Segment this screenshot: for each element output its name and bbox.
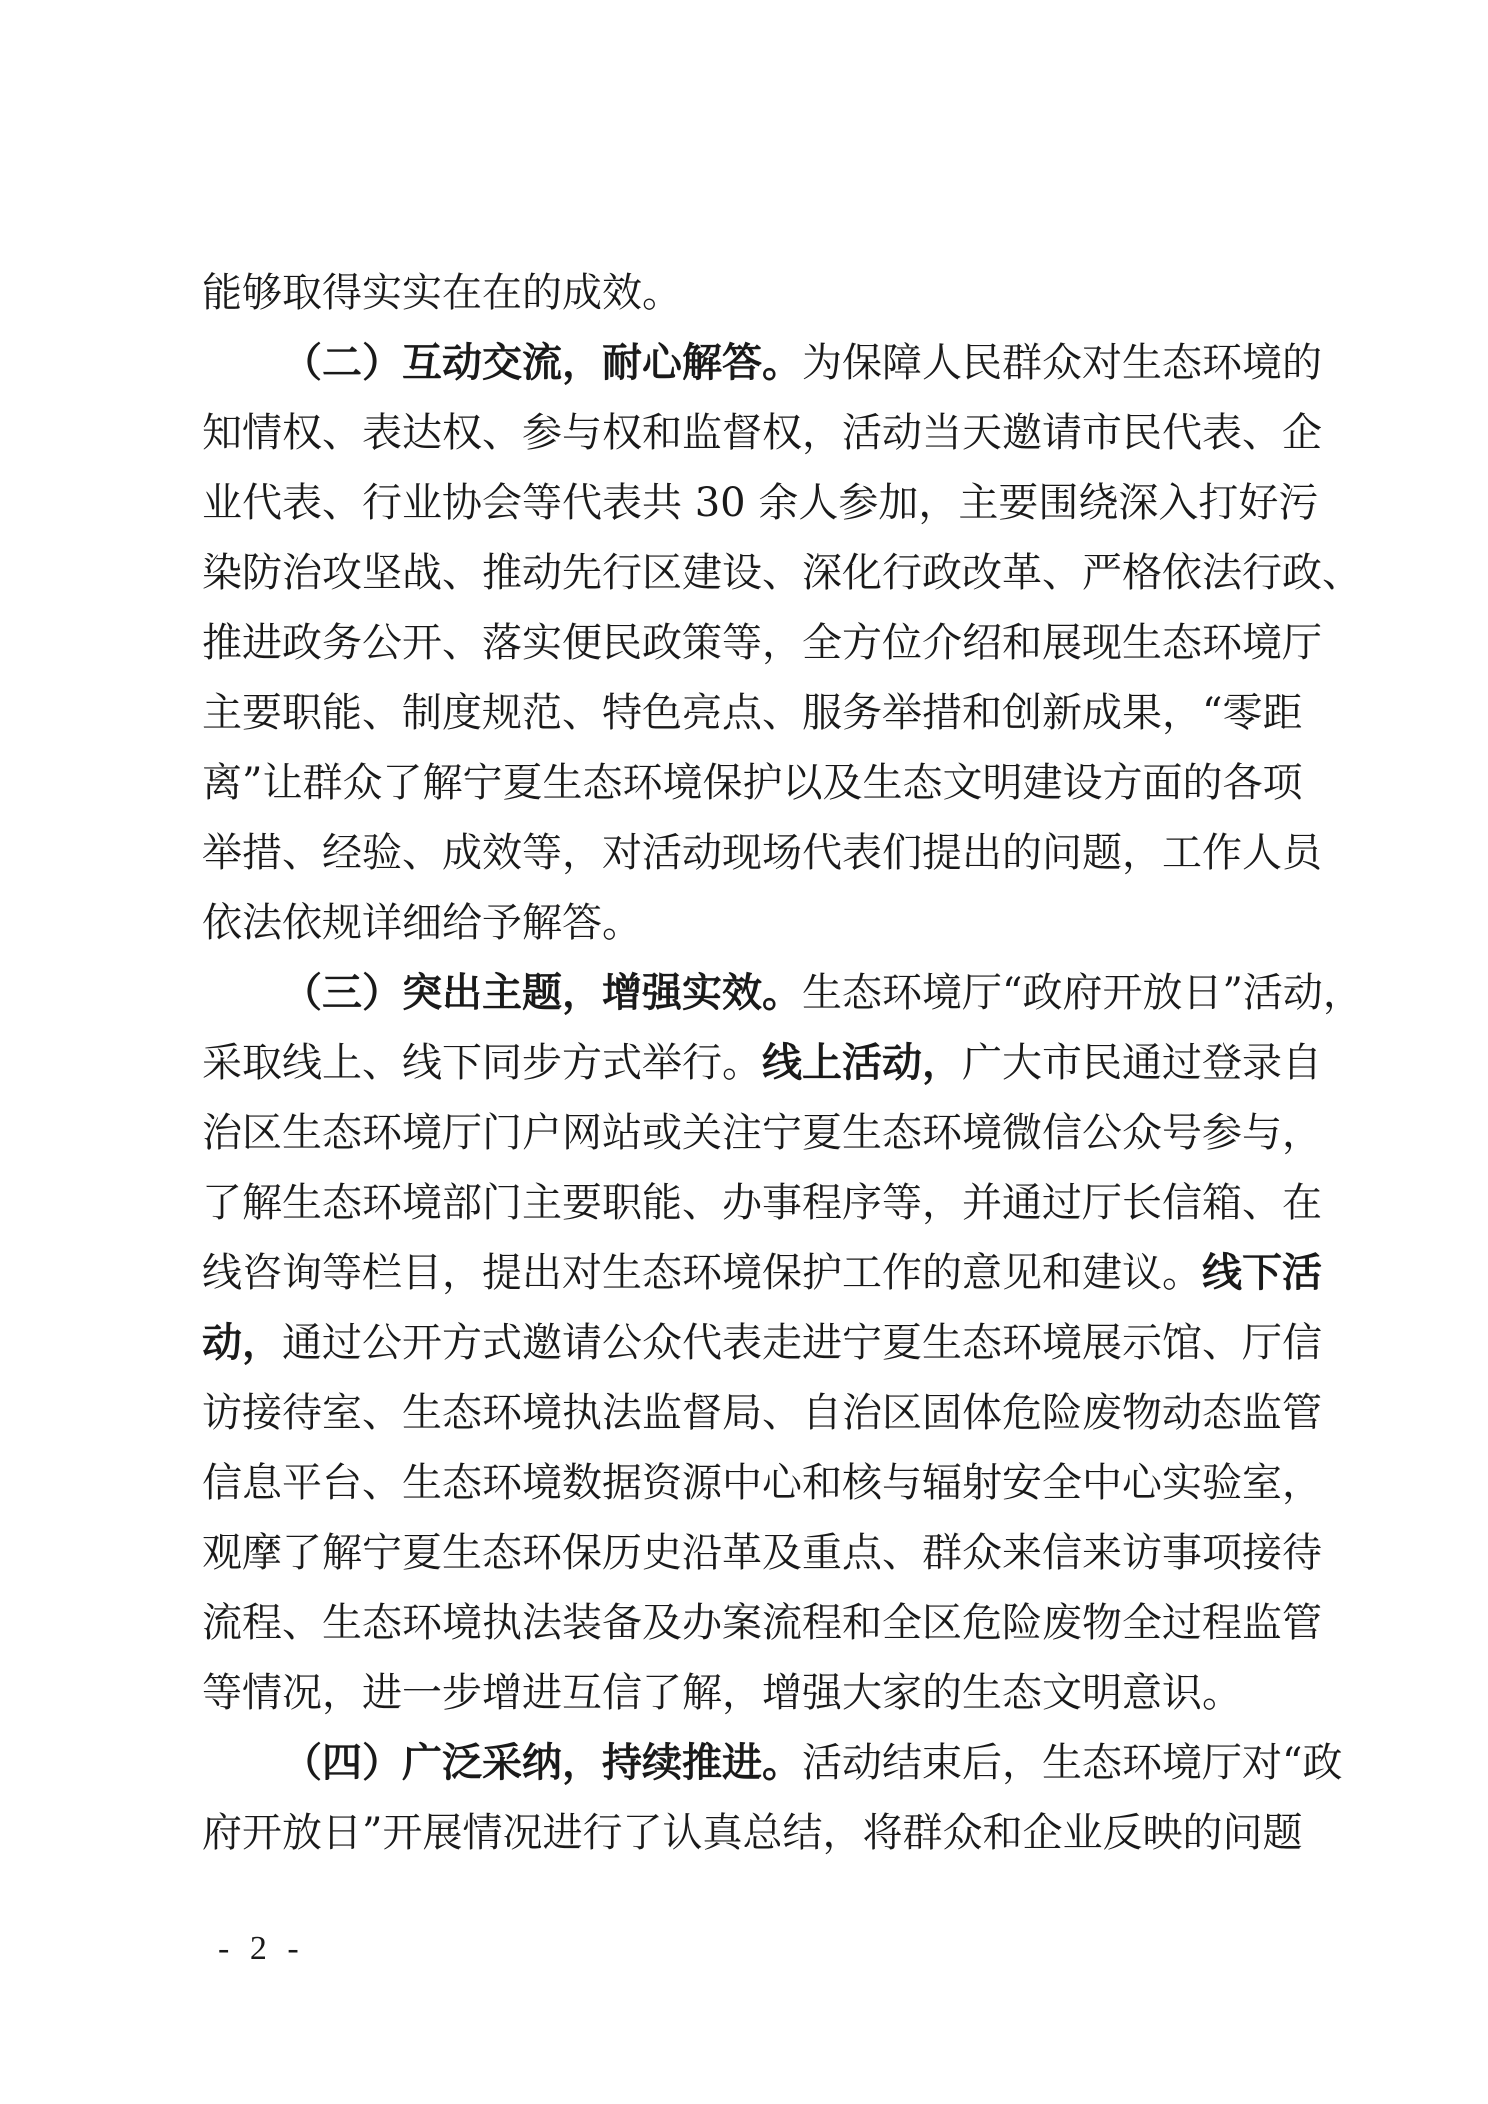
document-body xyxy=(202,258,1363,1868)
text-line xyxy=(202,888,1300,958)
page-number: - 2 - xyxy=(218,1930,305,1967)
text-segment: 为保障人民群众对生态环境的 xyxy=(802,340,1322,386)
bold-heading-segment: 线上活动， xyxy=(762,1039,962,1086)
text-line xyxy=(202,258,1300,328)
text-segment: 等情况，进一步增进互信了解，增强大家的生态文明意识。 xyxy=(202,1670,1242,1716)
text-segment: 活动结束后，生态环境厅对“政 xyxy=(802,1740,1343,1786)
bold-heading-segment: 线下活 xyxy=(1202,1249,1322,1296)
text-segment: 举措、经验、成效等，对活动现场代表们提出的问题，工作人员 xyxy=(202,830,1322,876)
text-line xyxy=(202,328,1322,398)
text-segment: 流程、生态环境执法装备及办案流程和全区危险废物全过程监管 xyxy=(202,1600,1322,1646)
text-segment: 观摩了解宁夏生态环保历史沿革及重点、群众来信来访事项接待 xyxy=(202,1530,1322,1576)
text-segment: 治区生态环境厅门户网站或关注宁夏生态环境微信公众号参与， xyxy=(202,1110,1322,1156)
text-line xyxy=(202,1028,1322,1098)
text-line xyxy=(202,1798,1303,1868)
text-line xyxy=(202,818,1322,888)
text-line xyxy=(202,1448,1322,1518)
text-segment: 访接待室、生态环境执法监督局、自治区固体危险废物动态监管 xyxy=(202,1390,1322,1436)
text-line xyxy=(202,748,1303,818)
text-line xyxy=(202,608,1322,678)
bold-heading-segment: （二）互动交流，耐心解答。 xyxy=(282,339,802,386)
text-line xyxy=(202,1658,1300,1728)
text-segment: 能够取得实实在在的成效。 xyxy=(202,270,682,316)
bold-heading-segment: （三）突出主题，增强实效。 xyxy=(282,969,802,1016)
text-segment: 知情权、表达权、参与权和监督权，活动当天邀请市民代表、企 xyxy=(202,410,1322,456)
text-line xyxy=(202,468,1319,538)
text-segment: 业代表、行业协会等代表共 30 余人参加，主要围绕深入打好污 xyxy=(202,480,1319,526)
text-segment: 采取线上、线下同步方式举行。 xyxy=(202,1040,762,1086)
text-line xyxy=(202,1238,1322,1308)
text-segment: 推进政务公开、落实便民政策等，全方位介绍和展现生态环境厅 xyxy=(202,620,1322,666)
text-line xyxy=(202,1168,1322,1238)
text-segment: 染防治攻坚战、推动先行区建设、深化行政改革、严格依法行政、 xyxy=(202,550,1362,596)
text-line xyxy=(202,398,1322,468)
text-line xyxy=(202,1588,1322,1658)
text-line xyxy=(202,538,1362,608)
text-line xyxy=(202,1098,1322,1168)
text-line xyxy=(202,678,1303,748)
text-segment: 生态环境厅“政府开放日”活动， xyxy=(802,970,1363,1016)
text-line xyxy=(202,1378,1322,1448)
text-segment: 依法依规详细给予解答。 xyxy=(202,900,642,946)
bold-heading-segment: （四）广泛采纳，持续推进。 xyxy=(282,1739,802,1786)
text-line xyxy=(202,1728,1343,1798)
text-segment: 府开放日”开展情况进行了认真总结，将群众和企业反映的问题 xyxy=(202,1810,1303,1856)
text-segment: 广大市民通过登录自 xyxy=(962,1040,1322,1086)
text-segment: 离”让群众了解宁夏生态环境保护以及生态文明建设方面的各项 xyxy=(202,760,1303,806)
text-line xyxy=(202,958,1363,1028)
text-segment: 了解生态环境部门主要职能、办事程序等，并通过厅长信箱、在 xyxy=(202,1180,1322,1226)
text-line xyxy=(202,1518,1322,1588)
bold-heading-segment: 动， xyxy=(202,1319,282,1366)
text-segment: 通过公开方式邀请公众代表走进宁夏生态环境展示馆、厅信 xyxy=(282,1320,1322,1366)
text-segment: 主要职能、制度规范、特色亮点、服务举措和创新成果，“零距 xyxy=(202,690,1303,736)
text-line xyxy=(202,1308,1322,1378)
text-segment: 信息平台、生态环境数据资源中心和核与辐射安全中心实验室， xyxy=(202,1460,1322,1506)
text-segment: 线咨询等栏目，提出对生态环境保护工作的意见和建议。 xyxy=(202,1250,1202,1296)
